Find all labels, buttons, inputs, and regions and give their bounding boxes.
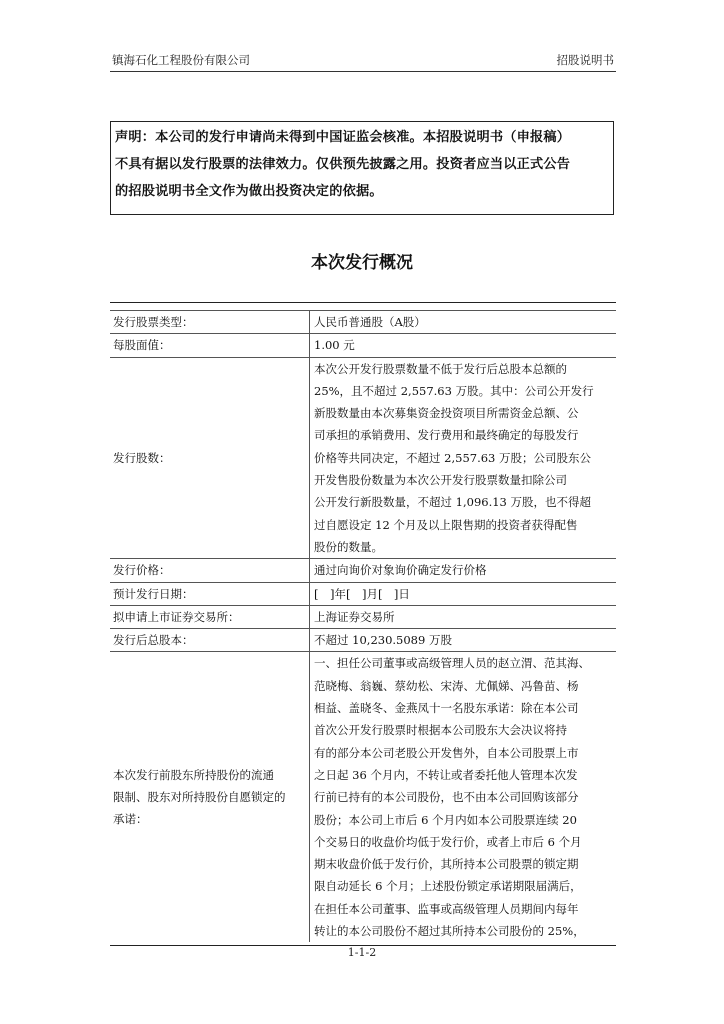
disclaimer-box [110, 121, 614, 215]
page-number: 1-1-2 [347, 946, 377, 959]
value-line: 价格等共同决定，不超过 2,557.63 万股；公司股东公 [314, 450, 592, 465]
row-value [310, 629, 616, 651]
value-line: 在担任本公司董事、监事或高级管理人员期间内每年 [314, 901, 579, 916]
value-line: 一、担任公司董事或高级管理人员的赵立渭、范其海、 [314, 656, 590, 671]
table-row [110, 334, 616, 357]
value-line: 首次公开发行股票时根据本公司股东大会决议将持 [314, 723, 567, 738]
table-row [110, 559, 616, 582]
value-line: 司承担的承销费用、发行费用和最终确定的每股发行 [314, 428, 579, 443]
row-label: 发行价格： [110, 559, 310, 581]
value-line: 之日起 36 个月内，不转让或者委托他人管理本次发 [314, 767, 578, 782]
label-line: 限制、股东对所持股份自愿锁定的 [113, 790, 286, 805]
value-line: 公开发行新股数量，不超过 1,096.13 万股，也不得超 [314, 495, 592, 510]
value-line: 人民币普通股（A股） [314, 315, 426, 329]
row-label: 拟申请上市证券交易所： [110, 606, 310, 628]
row-value [310, 358, 616, 559]
row-label [110, 652, 310, 942]
table-row [110, 583, 616, 606]
value-line: 股份的数量。 [314, 539, 383, 554]
row-label: 发行后总股本： [110, 629, 310, 651]
row-value [310, 606, 616, 628]
value-line: 相益、盖晓冬、金燕凤十一名股东承诺：除在本公司 [314, 701, 579, 716]
value-line: 通过向询价对象询价确定发行价格 [314, 563, 487, 578]
value-line: 个交易日的收盘价均低于发行价，或者上市后 6 个月 [314, 834, 582, 849]
value-line: 上海证券交易所 [314, 609, 395, 624]
table-row [110, 652, 616, 942]
row-value [310, 559, 616, 581]
value-line: 本次公开发行股票数量不低于发行后总股本总额的 [314, 361, 567, 376]
value-line: 不超过 10,230.5089 万股 [314, 633, 452, 648]
value-line: 过自愿设定 12 个月及以上限售期的投资者获得配售 [314, 517, 578, 532]
label-line: 承诺： [113, 812, 148, 827]
row-value [310, 583, 616, 605]
row-label: 发行股票类型： [110, 311, 310, 333]
value-line: 开发售股份数量为本次公开发行股票数量扣除公司 [314, 473, 567, 488]
table-row [110, 311, 616, 334]
value-line: 期末收盘价低于发行价，其所持本公司股票的锁定期 [314, 857, 579, 872]
table-top-rule [110, 302, 616, 303]
value-line: 限自动延长 6 个月；上述股份锁定承诺期限届满后， [314, 879, 582, 894]
row-label: 发行股数： [110, 358, 310, 559]
row-value [310, 652, 616, 942]
row-label: 每股面值： [110, 334, 310, 356]
header-rule [110, 71, 616, 72]
row-value [310, 311, 616, 333]
value-line: 范晓梅、翁巍、蔡幼松、宋涛、尤佩娣、冯鲁苗、杨 [314, 678, 579, 693]
table-row [110, 629, 616, 652]
disclaimer-line: 的招股说明书全文作为做出投资决定的依据。 [115, 184, 383, 199]
disclaimer-line: 不具有据以发行股票的法律效力。仅供预先披露之用。投资者应当以正式公告 [115, 157, 571, 172]
value-line: [ ]年[ ]月[ ]日 [314, 586, 410, 601]
value-line: 行前已持有的本公司股份，也不由本公司回购该部分 [314, 790, 579, 805]
value-line: 转让的本公司股份不超过其所持本公司股份的 25%， [314, 924, 585, 939]
value-line: 股份；本公司上市后 6 个月内如本公司股票连续 20 [314, 812, 577, 827]
table-row [110, 606, 616, 629]
label-line: 本次发行前股东所持股份的流通 [113, 768, 274, 783]
row-label: 预计发行日期： [110, 583, 310, 605]
header-doc-type: 招股说明书 [556, 53, 614, 67]
table-row [110, 358, 616, 560]
disclaimer-line: 声明：本公司的发行申请尚未得到中国证监会核准。本招股说明书（申报稿） [115, 130, 571, 145]
value-line: 1.00 元 [314, 338, 355, 353]
page-header [110, 52, 616, 70]
section-title: 本次发行概况 [311, 253, 413, 273]
value-line: 25%，且不超过 2,557.63 万股。其中：公司公开发行 [314, 383, 594, 398]
offering-summary-table [110, 302, 616, 946]
row-value [310, 334, 616, 356]
value-line: 新股数量由本次募集资金投资项目所需资金总额、公 [314, 406, 579, 421]
header-company: 镇海石化工程股份有限公司 [112, 53, 250, 67]
value-line: 有的部分本公司老股公开发售外，自本公司股票上市 [314, 745, 579, 760]
